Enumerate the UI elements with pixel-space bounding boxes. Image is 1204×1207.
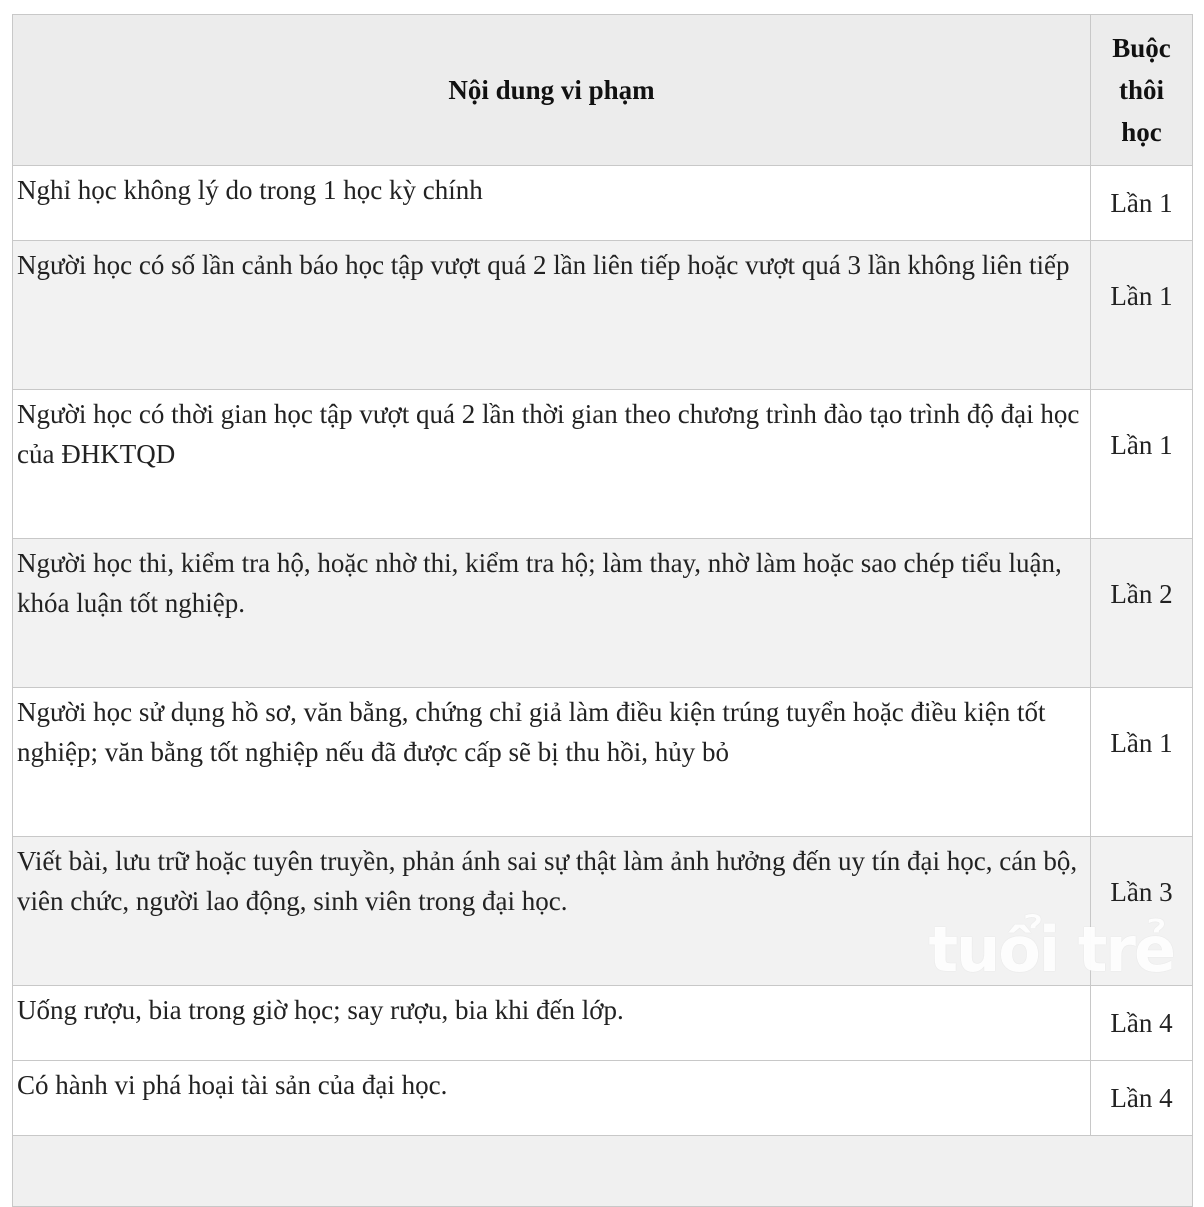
- table-row: [13, 390, 1193, 539]
- header-content: Nội dung vi phạm: [13, 15, 1091, 166]
- header-penalty-line3: học: [1121, 117, 1162, 147]
- table-footer-row: [13, 1136, 1193, 1207]
- header-penalty: [1091, 15, 1193, 166]
- footer-cell: [13, 1136, 1193, 1207]
- watermark-logo: tuổi trẻ: [928, 913, 1174, 986]
- row-content: Nghỉ học không lý do trong 1 học kỳ chính: [13, 166, 1091, 241]
- header-penalty-line2: thôi: [1118, 75, 1164, 105]
- row-content: Người học sử dụng hồ sơ, văn bằng, chứng chỉ giả làm điều kiện trúng tuyển hoặc điều kiện tốt nghiệp; văn bằng tốt nghiệp nếu đã được cấp sẽ bị thu hồi, hủy bỏ: [13, 688, 1091, 837]
- table-row: [13, 539, 1193, 688]
- row-times: Lần 3: [1091, 837, 1193, 986]
- table-header-row: [13, 15, 1193, 166]
- row-times: Lần 1: [1091, 390, 1193, 539]
- table-row: [13, 241, 1193, 390]
- row-times: Lần 1: [1091, 241, 1193, 390]
- table-row: [13, 166, 1193, 241]
- table-row: [13, 688, 1193, 837]
- violations-table-container: [12, 14, 1192, 1207]
- row-content: Người học có thời gian học tập vượt quá 2 lần thời gian theo chương trình đào tạo trình độ đại học của ĐHKTQD: [13, 390, 1091, 539]
- row-times: Lần 4: [1091, 986, 1193, 1061]
- violations-table: [12, 14, 1193, 1207]
- row-content: Uống rượu, bia trong giờ học; say rượu, bia khi đến lớp.: [13, 986, 1091, 1061]
- row-content: Viết bài, lưu trữ hoặc tuyên truyền, phản ánh sai sự thật làm ảnh hưởng đến uy tín đại học, cán bộ, viên chức, người lao động, sinh viên trong đại học.: [13, 837, 1091, 986]
- row-times: Lần 1: [1091, 166, 1193, 241]
- table-row: [13, 1061, 1193, 1136]
- row-times: Lần 4: [1091, 1061, 1193, 1136]
- row-times: Lần 2: [1091, 539, 1193, 688]
- row-content: Có hành vi phá hoại tài sản của đại học.: [13, 1061, 1091, 1136]
- header-penalty-line1: Buộc: [1112, 33, 1171, 63]
- row-times: Lần 1: [1091, 688, 1193, 837]
- row-content: Người học có số lần cảnh báo học tập vượt quá 2 lần liên tiếp hoặc vượt quá 3 lần không liên tiếp: [13, 241, 1091, 390]
- table-row: [13, 986, 1193, 1061]
- row-content: Người học thi, kiểm tra hộ, hoặc nhờ thi, kiểm tra hộ; làm thay, nhờ làm hoặc sao chép tiểu luận, khóa luận tốt nghiệp.: [13, 539, 1091, 688]
